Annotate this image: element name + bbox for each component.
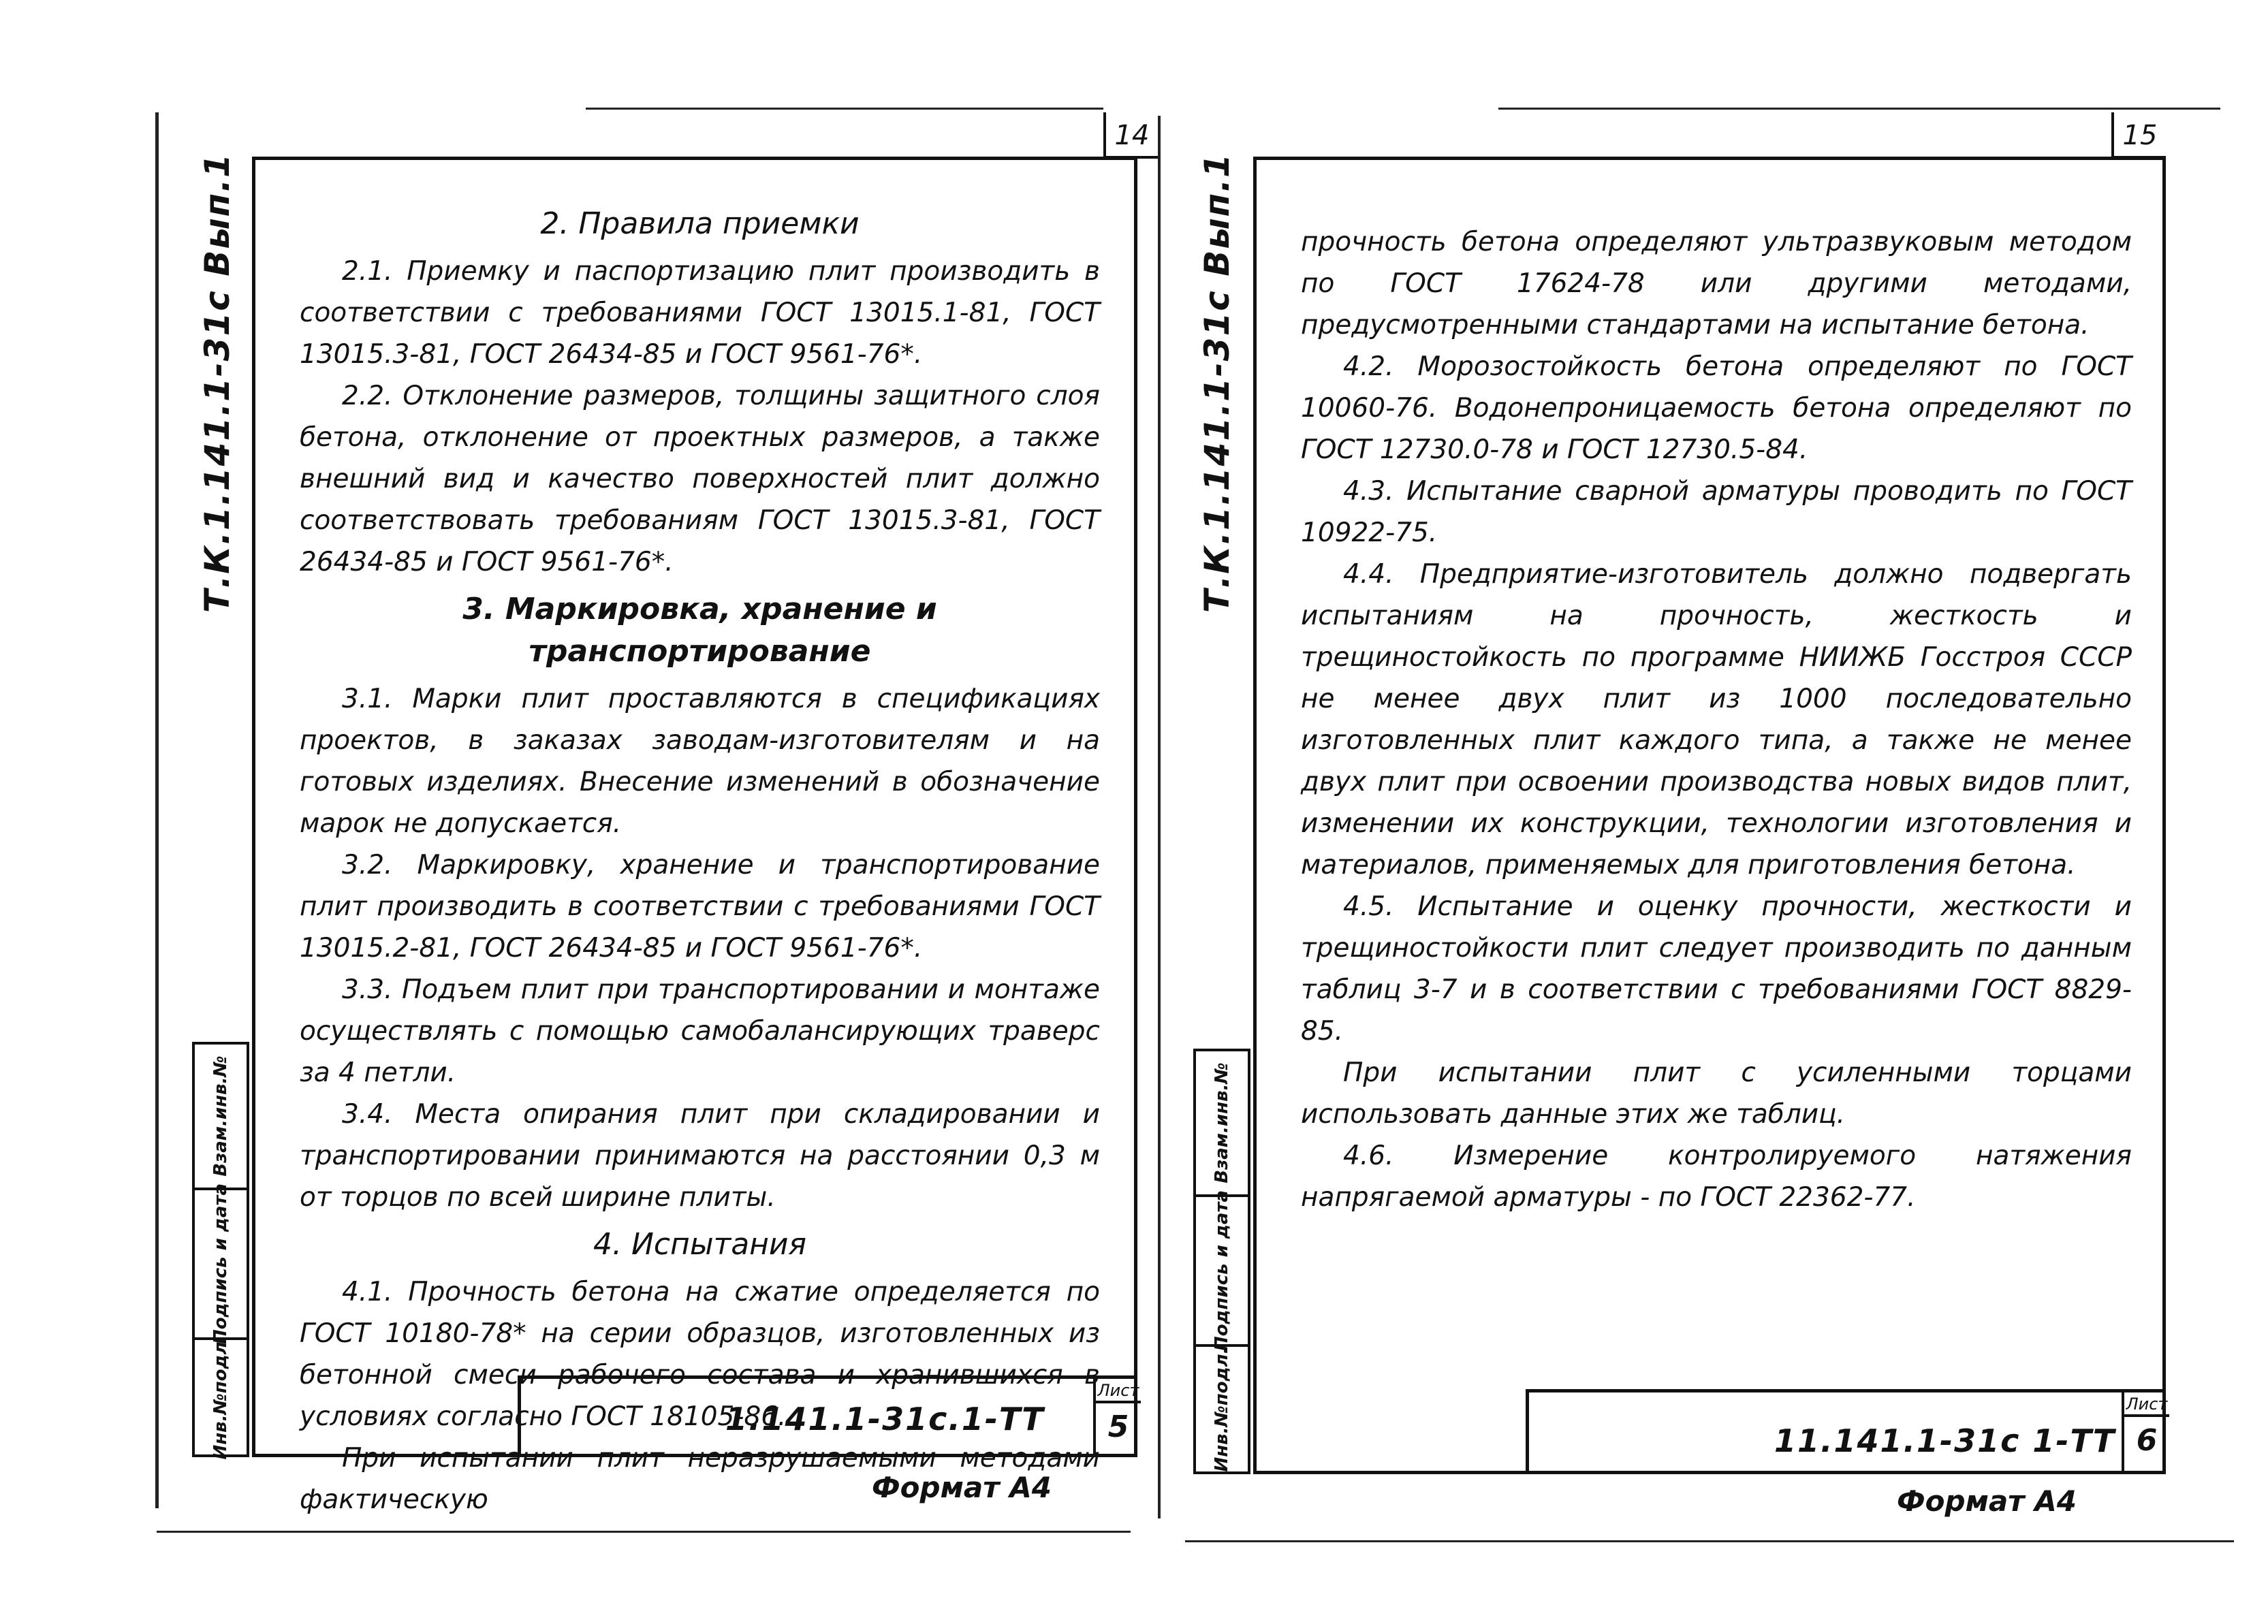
paragraph-3-4: 3.4. Места опирания плит при складировании и транспортировании принимаются на расстоянии 0,3 м от торцов по всей ширине плиты. — [300, 1099, 1100, 1213]
stamp-cell: Взам.инв.№ — [210, 1055, 231, 1177]
left-title-block — [518, 1375, 1137, 1457]
right-title-block — [1526, 1389, 2166, 1474]
scan-bottom-line — [157, 1531, 1131, 1533]
sheet-label: Лист — [2124, 1392, 2169, 1417]
left-corner-sheet-number: 14 — [1103, 112, 1158, 159]
right-side-designation: Т.К.1.141.1-31с Вып.1 — [1197, 153, 1237, 613]
paragraph-4-1-cont: При испытании плит неразрушаемыми методами фактическую — [300, 1443, 1100, 1515]
document-code: 1.141.1-31с.1-ТТ — [725, 1401, 1045, 1437]
scan-bottom-line — [1185, 1540, 2234, 1542]
scan-edge-line — [155, 112, 159, 1508]
right-text-body — [1301, 221, 2132, 1218]
section-4-heading: 4. Испытания — [593, 1227, 806, 1262]
paragraph-4-5: 4.5. Испытание и оценку прочности, жесткости и трещиностойкости плит следует производить по данным таблиц 3-7 и в соответствии с требованиями ГОСТ 8829-85. — [1301, 891, 2132, 1047]
stamp-cell: Инв.№подл. — [195, 1337, 247, 1454]
paragraph-4-2: 4.2. Морозостойкость бетона определяют по ГОСТ 10060-76. Водонепроницаемость бетона определяют по ГОСТ 12730.0-78 и ГОСТ 12730.5-84. — [1301, 351, 2132, 465]
scan-top-line — [586, 108, 1103, 110]
sheet-number: 6 — [2136, 1423, 2158, 1458]
sheet-box — [2122, 1392, 2169, 1474]
left-approval-stamp — [192, 1042, 249, 1460]
stamp-cell: Взам.инв.№ — [1212, 1062, 1232, 1183]
sheet-number: 5 — [1107, 1410, 1129, 1444]
right-page — [1158, 0, 2268, 1624]
left-format-label: Формат А4 — [872, 1471, 1052, 1504]
paragraph-4-1-end: прочность бетона определяют ультразвуковым методом по ГОСТ 17624-78 или другими методами, предусмотренными стандартами на испытание бетона. — [1301, 227, 2132, 340]
stamp-cell: Подпись и дата — [1196, 1194, 1248, 1344]
paragraph-3-3: 3.3. Подъем плит при транспортировании и монтаже осуществлять с помощью самобалансирующих траверс за 4 петли. — [300, 974, 1100, 1088]
paragraph-3-2: 3.2. Маркировку, хранение и транспортирование плит производить в соответствии с требованиями ГОСТ 13015.2-81, ГОСТ 26434-85 и ГОСТ 9561-76*. — [300, 850, 1100, 964]
section-2-heading: 2. Правила приемки — [540, 206, 860, 241]
paragraph-3-1: 3.1. Марки плит проставляются в спецификациях проектов, в заказах заводам-изготовителям и на готовых изделиях. Внесение изменений в обозначение марок не допускается. — [300, 684, 1100, 839]
document-code: 11.141.1-31с 1-ТТ — [1774, 1422, 2116, 1459]
paragraph-2-2: 2.2. Отклонение размеров, толщины защитного слоя бетона, отклонение от проектных размеров, а также внешний вид и качество поверхностей плит должно соответствовать требованиям ГОСТ 13015.3-81, ГОСТ 26434-85 и ГОСТ 9561-76*. — [300, 381, 1100, 577]
left-side-designation: Т.К.1.141.1-31с Вып.1 — [198, 153, 237, 613]
paragraph-4-3: 4.3. Испытание сварной арматуры проводить по ГОСТ 10922-75. — [1301, 476, 2132, 548]
sheet-box — [1093, 1379, 1141, 1457]
scan-top-line — [1498, 108, 2220, 110]
paragraph-4-5-note: При испытании плит с усиленными торцами использовать данные этих же таблиц. — [1301, 1057, 2132, 1130]
paragraph-4-6: 4.6. Измерение контролируемого натяжения напрягаемой арматуры - по ГОСТ 22362-77. — [1301, 1141, 2132, 1213]
paragraph-4-4: 4.4. Предприятие-изготовитель должно подвергать испытаниям на прочность, жесткость и трещиностойкость по программе НИИЖБ Госстроя СССР не менее двух плит из 1000 последовательно изготовленных плит каждого типа, а также не менее двух плит при освоении производства новых видов плит, изменении их конструкции, технологии изготовления и материалов, применяемых для приготовления бетона. — [1301, 559, 2132, 880]
paragraph-2-1: 2.1. Приемку и паспортизацию плит производить в соответствии с требованиями ГОСТ 13015.1-81, ГОСТ 13015.3-81, ГОСТ 26434-85 и ГОСТ 9561-76*. — [300, 256, 1100, 370]
stamp-cell: Подпись и дата — [195, 1188, 247, 1337]
right-approval-stamp — [1193, 1049, 1250, 1474]
paragraph-4-1: 4.1. Прочность бетона на сжатие определяется по ГОСТ 10180-78* на серии образцов, изготовленных из бетонной смеси рабочего состава и хранившихся в условиях согласно ГОСТ 18105-86. — [300, 1277, 1100, 1432]
sheet-label: Лист — [1096, 1379, 1141, 1403]
scan-center-line — [1158, 116, 1161, 1518]
left-text-body — [300, 197, 1100, 1520]
stamp-cell: Инв.№подл. — [1196, 1344, 1248, 1471]
right-format-label: Формат А4 — [1897, 1484, 2077, 1518]
right-corner-sheet-number: 15 — [2111, 112, 2166, 159]
section-3-heading: 3. Маркировка, хранение и транспортирование — [462, 592, 937, 669]
